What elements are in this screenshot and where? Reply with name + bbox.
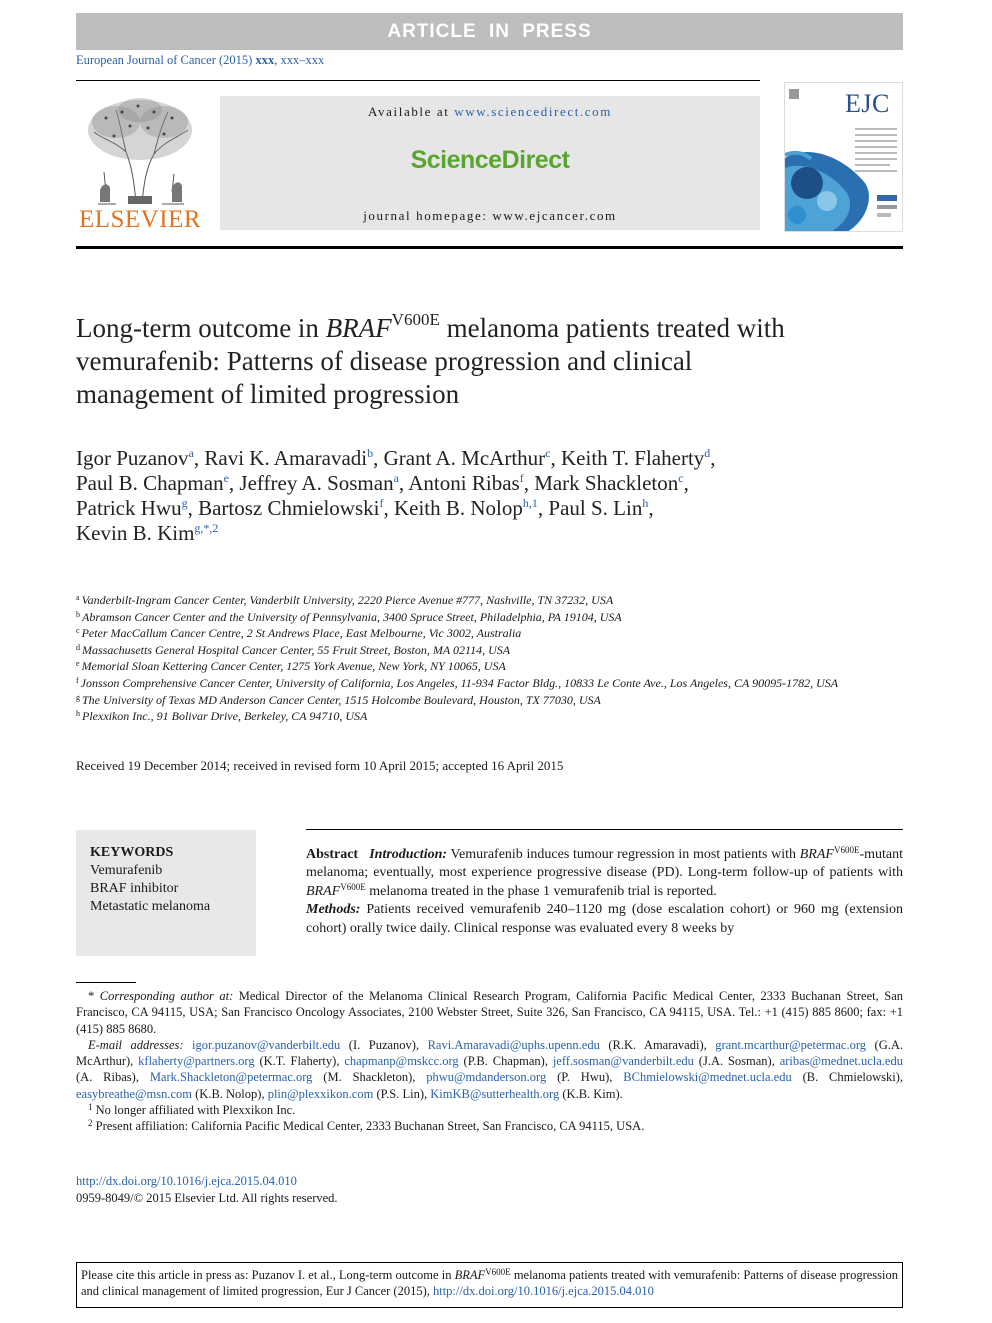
author-affiliation-link[interactable]: g,*,2 [194,521,219,535]
email-link[interactable]: plin@plexxikon.com [267,1086,374,1101]
affiliation-list [76,592,876,725]
keyword: BRAF inhibitor [90,881,179,896]
keywords-box [76,830,256,956]
received-dates: Received 19 December 2014; received in revised form 10 April 2015; accepted 16 April 2015 [76,758,564,773]
footnote-1: $^1$ No longer affiliated with Plexxikon Inc. [88,1102,296,1118]
author: Antoni Ribas$^f$, [408,471,535,495]
methods-label: Methods: [306,902,361,918]
abstract-rule [306,829,903,830]
author-affiliation-link[interactable]: c [678,471,684,485]
methods-text: Patients received vemurafenib 240–1120 mg (dose escalation cohort) or 960 mg (extension cohort) orally twice daily. Clinical response was evaluated every 8 weeks by [306,902,903,936]
abstract [306,846,903,938]
email-link[interactable]: grant.mcarthur@petermac.org [715,1037,867,1052]
doi-link[interactable]: http://dx.doi.org/10.1016/j.ejca.2015.04.010 [76,1174,297,1188]
title-gene: BRAF [325,313,392,343]
journal-homepage: journal homepage: www.ejcancer.com [363,208,617,223]
title-mutation: V600E [391,310,440,329]
author: Keith B. Nolop$^{h,1}$, [393,496,549,520]
keyword: Metastatic melanoma [90,899,211,914]
email-link[interactable]: phwu@mdanderson.org [426,1070,547,1085]
affiliation: $^g$ The University of Texas MD Anderson Cancer Center, 1515 Holcombe Boulevard, Houston, TX 77030, USA [76,692,601,707]
author-affiliation-link[interactable]: h,1 [522,496,538,510]
email-link[interactable]: BChmielowski@mednet.ucla.edu [623,1070,792,1085]
doi-block [76,1173,338,1206]
journal-reference[interactable] [76,53,324,68]
keyword: Vemurafenib [90,863,163,878]
abstract-mutation: V600E [833,845,860,855]
author: Kevin B. Kim$^{g,*,2}$ [76,521,219,545]
author-affiliation-link[interactable]: a [188,446,194,460]
introduction-text-2: -mutant melanoma; eventually, most experience progressive disease (PD). Long-term follow-up of patients with [306,847,903,881]
author-affiliation-link[interactable]: f [379,496,384,510]
author-affiliation-link[interactable]: c [545,446,551,460]
citation-doi-link[interactable]: http://dx.doi.org/10.1016/j.ejca.2015.04.010 [432,1284,654,1298]
author: Keith T. Flaherty$^d$, [561,446,716,470]
citation-box: Please cite this article in press as: Puzanov I. et al., Long-term outcome in $BRAF^{V600E}$ melanoma patients treated with vemurafenib: Patterns of disease progression and clinical management of limited progression, Eur J Cancer (2015), http://dx.doi.org/10.1016/j.ejca.2015.04.010 [76,1262,903,1308]
corresponding-author-note: * Corresponding author at: Medical Director of the Melanoma Clinical Research Program, California Pacific Medical Center, 2333 Buchanan Street, San Francisco, CA 94115, USA; San Francisco Oncology Associates, 2100 Webster Street, Suite 326, San Francisco, CA 94115, USA. Tel.: +1 (415) 885 8600; fax: +1 (415) 885 8680. [76,989,903,1036]
elsevier-wordmark: ELSEVIER [78,206,202,233]
author: Paul B. Chapman$^e$, [76,471,240,495]
author: Jeffrey A. Sosman$^a$, [239,471,409,495]
header-rule [76,246,903,249]
email-link[interactable]: Ravi.Amaravadi@uphs.upenn.edu [427,1037,600,1052]
email-link[interactable]: igor.puzanov@vanderbilt.edu [192,1037,341,1052]
affiliation: $^b$ Abramson Cancer Center and the University of Pennsylvania, 3400 Spruce Street, Philadelphia, PA 19104, USA [76,609,622,624]
article-in-press-banner: ARTICLE IN PRESS [76,13,903,50]
available-prefix: Available at [368,104,455,119]
author-affiliation-link[interactable]: g [181,496,188,510]
author-affiliation-link[interactable]: e [223,471,229,485]
title-part-2: melanoma patients treated with vemurafenib: Patterns of disease progression and clinical management of limited progression [76,313,785,409]
citation-mutation: V600E [485,1267,511,1277]
author-affiliation-link[interactable]: b [367,446,374,460]
author-affiliation-link[interactable]: a [393,471,399,485]
abstract-gene: BRAF [799,847,834,862]
abstract-mutation: V600E [340,881,366,892]
author: Ravi K. Amaravadi$^b$, [204,446,384,470]
footnotes [76,988,903,1135]
journal-pages: , xxx–xxx [274,53,325,67]
author-list [76,446,876,546]
footnote-2: $^2$ Present affiliation: California Pacific Medical Center, 2333 Buchanan Street, San Francisco, CA 94115, USA. [88,1118,645,1134]
copyright: 0959-8049/© 2015 Elsevier Ltd. All rights reserved. [76,1190,338,1205]
introduction-label: Introduction: [369,847,448,862]
email-link[interactable]: jeff.sosman@vanderbilt.edu [552,1054,694,1069]
affiliation: $^e$ Memorial Sloan Kettering Cancer Center, 1275 York Avenue, New York, NY 10065, USA [76,659,506,674]
introduction-text-3: melanoma treated in the phase 1 vemurafenib trial is reported. [365,883,717,899]
author-affiliation-link[interactable]: h [642,496,649,510]
author-affiliation-link[interactable]: f [519,471,524,485]
author: Patrick Hwu$^g$, [76,496,199,520]
affiliation: $^a$ Vanderbilt-Ingram Cancer Center, Vanderbilt University, 2220 Pierce Avenue #777, Nashville, TN 37232, USA [76,593,614,607]
affiliation: $^c$ Peter MacCallum Cancer Centre, 2 St Andrews Place, East Melbourne, Vic 3002, Australia [76,626,522,641]
email-addresses: E-mail addresses: igor.puzanov@vanderbilt.edu (I. Puzanov), Ravi.Amaravadi@uphs.upenn.edu (R.K. Amaravadi), grant.mcarthur@petermac.org (G.A. McArthur), kflaherty@partners.org (K.T. Flaherty), chapmanp@mskcc.org (P.B. Chapman), jeff.sosman@vanderbilt.edu (J.A. Sosman), aribas@mednet.ucla.edu (A. Ribas), Mark.Shackleton@petermac.org (M. Shackleton), phwu@mdanderson.org (P. Hwu), BChmielowski@mednet.ucla.edu (B. Chmielowski), easybreathe@msn.com (K.B. Nolop), plin@plexxikon.com (P.S. Lin), KimKB@sutterhealth.org (K.B. Kim). [76,1037,904,1101]
abstract-label: Abstract [306,847,359,862]
email-link[interactable]: chapmanp@mskcc.org [344,1054,459,1069]
top-rule [76,80,760,81]
email-link[interactable]: aribas@mednet.ucla.edu [779,1054,903,1069]
journal-name: European Journal of Cancer (2015) [76,53,253,67]
title-part-1: Long-term outcome in [76,313,326,343]
article-title [76,312,836,411]
introduction-text-1: Vemurafenib induces tumour regression in most patients with [447,847,800,862]
email-link[interactable]: Mark.Shackleton@petermac.org [149,1070,313,1085]
journal-volume: xxx [255,53,275,67]
keywords-heading: KEYWORDS [90,845,174,860]
author: Grant A. McArthur$^c$, [383,446,561,470]
email-link[interactable]: KimKB@sutterhealth.org [430,1086,560,1101]
available-at-line [220,104,760,120]
affiliation: $^h$ Plexxikon Inc., 91 Bolivar Drive, Berkeley, CA 94710, USA [76,709,368,724]
abstract-gene: BRAF [306,883,341,899]
sciencedirect-logo: ScienceDirect [410,146,570,174]
affiliation: $^f$ Jonsson Comprehensive Cancer Center, University of California, Los Angeles, 11-934 Factor Bldg., 10833 Le Conte Ave., Los Angeles, CA 90095-1782, USA [76,675,839,690]
cover-title: EJC [845,89,890,118]
email-link[interactable]: easybreathe@msn.com [76,1086,192,1101]
affiliation: $^d$ Massachusetts General Hospital Cancer Center, 55 Fruit Street, Boston, MA 02114, USA [76,642,511,657]
author: Igor Puzanov$^a$, [76,446,205,470]
author: Paul S. Lin$^h$, [548,496,654,520]
sciencedirect-box [220,96,760,230]
email-link[interactable]: kflaherty@partners.org [138,1054,255,1069]
author: Bartosz Chmielowski$^f$, [198,496,394,520]
author: Mark Shackleton$^c$, [534,471,689,495]
journal-cover-thumbnail [784,82,903,232]
author-affiliation-link[interactable]: d [704,446,711,460]
sciencedirect-link[interactable]: www.sciencedirect.com [454,104,612,119]
citation-gene: BRAF [454,1268,486,1282]
footnote-rule [76,982,136,983]
